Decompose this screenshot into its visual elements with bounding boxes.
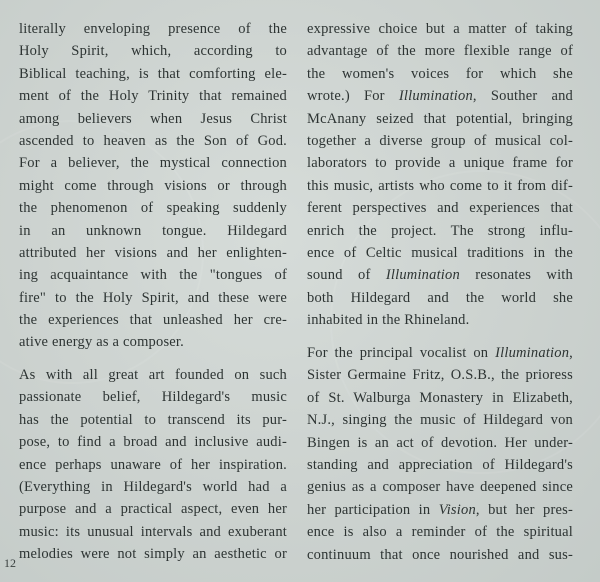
right-column-paragraph-1 bbox=[307, 18, 573, 331]
text-line: of St. Walburga Monastery in Elizabeth, bbox=[307, 389, 573, 406]
text-line: the experiences that unleashed her cre- bbox=[19, 312, 287, 329]
text-line: pose, to find a broad and inclusive audi- bbox=[19, 434, 287, 451]
text-line: Sister Germaine Fritz, O.S.B., the prioress bbox=[307, 367, 573, 384]
text-line: As with all great art founded on such bbox=[19, 367, 287, 383]
text-segment: sound of bbox=[307, 267, 386, 284]
text-line: literally enveloping presence of the bbox=[19, 21, 287, 37]
text-line: purpose and a practical aspect, even her bbox=[19, 501, 287, 518]
text-line: For a believer, the mystical connection bbox=[19, 155, 287, 172]
text-line bbox=[307, 85, 573, 107]
album-title: Illumination bbox=[398, 88, 473, 105]
text-line: N.J., singing the music of Hildegard von bbox=[307, 412, 573, 429]
text-line bbox=[307, 342, 573, 364]
text-line: McAnany seized that potential, bringing bbox=[307, 110, 573, 127]
text-line: attributed her visions and her enlighten- bbox=[19, 244, 287, 261]
text-line: genius as a composer have deepened since bbox=[307, 479, 573, 496]
text-line: fire" to the Holy Spirit, and these were bbox=[19, 289, 287, 306]
text-line: together a diverse group of musical col- bbox=[307, 132, 573, 149]
left-column-paragraph-2 bbox=[19, 364, 287, 566]
text-line: ence perhaps unaware of her inspiration. bbox=[19, 456, 287, 473]
text-line: in an unknown tongue. Hildegard bbox=[19, 222, 287, 239]
text-line: laborators to provide a unique frame for bbox=[307, 155, 573, 172]
right-column-paragraph-2 bbox=[307, 342, 573, 566]
text-line: melodies were not simply an aesthetic or bbox=[19, 546, 287, 563]
album-title: Illumination bbox=[385, 267, 460, 284]
text-segment: For the principal vocalist on bbox=[307, 345, 496, 361]
text-line: passionate belief, Hildegard's music bbox=[19, 389, 287, 406]
text-segment: wrote.) For bbox=[307, 88, 399, 105]
text-line: music: its unusual intervals and exuberant bbox=[19, 523, 287, 540]
page-number: 12 bbox=[4, 556, 16, 570]
text-line: ence is also a reminder of the spiritual bbox=[307, 524, 573, 541]
text-line: ascended to heaven as the Son of God. bbox=[19, 132, 287, 149]
text-segment: resonates with bbox=[459, 267, 573, 284]
text-segment: , bbox=[569, 345, 573, 361]
text-segment: , Souther and bbox=[472, 88, 573, 105]
text-segment: , but her pres- bbox=[475, 501, 573, 518]
text-line: (Everything in Hildegard's world had a bbox=[19, 478, 287, 495]
text-line: this music, artists who come to it from dif- bbox=[307, 177, 573, 194]
text-line bbox=[307, 499, 573, 521]
album-title: Vision bbox=[438, 501, 476, 518]
text-line: Holy Spirit, which, according to bbox=[19, 43, 287, 60]
text-line: ing acquaintance with the "tongues of bbox=[19, 267, 287, 284]
text-line: ative energy as a composer. bbox=[19, 334, 184, 351]
text-line: the phenomenon of speaking suddenly bbox=[19, 200, 287, 217]
text-line: might come through visions or through bbox=[19, 177, 287, 194]
text-line: enrich the project. The strong influ- bbox=[307, 222, 573, 239]
text-line: expressive choice but a matter of taking bbox=[307, 21, 573, 37]
text-line: Biblical teaching, is that comforting ele- bbox=[19, 65, 287, 82]
text-line: advantage of the more flexible range of bbox=[307, 43, 573, 60]
text-line: among believers when Jesus Christ bbox=[19, 110, 287, 127]
text-line: both Hildegard and the world she bbox=[307, 289, 573, 306]
text-line: standing and appreciation of Hildegard's bbox=[307, 456, 573, 473]
text-line: the women's voices for which she bbox=[307, 65, 573, 82]
text-line: continuum that once nourished and sus- bbox=[307, 546, 573, 563]
text-line: ment of the Holy Trinity that remained bbox=[19, 88, 287, 105]
text-segment: her participation in bbox=[307, 501, 439, 518]
text-line: has the potential to transcend its pur- bbox=[19, 411, 287, 428]
text-line: ence of Celtic musical traditions in the bbox=[307, 244, 573, 261]
text-line bbox=[307, 264, 573, 286]
text-line: ferent perspectives and experiences that bbox=[307, 200, 573, 217]
text-line: inhabited in the Rhineland. bbox=[307, 312, 470, 329]
text-line: Bingen is an act of devotion. Her under- bbox=[307, 434, 573, 451]
album-title: Illumination bbox=[495, 345, 570, 361]
left-column-paragraph-1 bbox=[19, 18, 287, 354]
